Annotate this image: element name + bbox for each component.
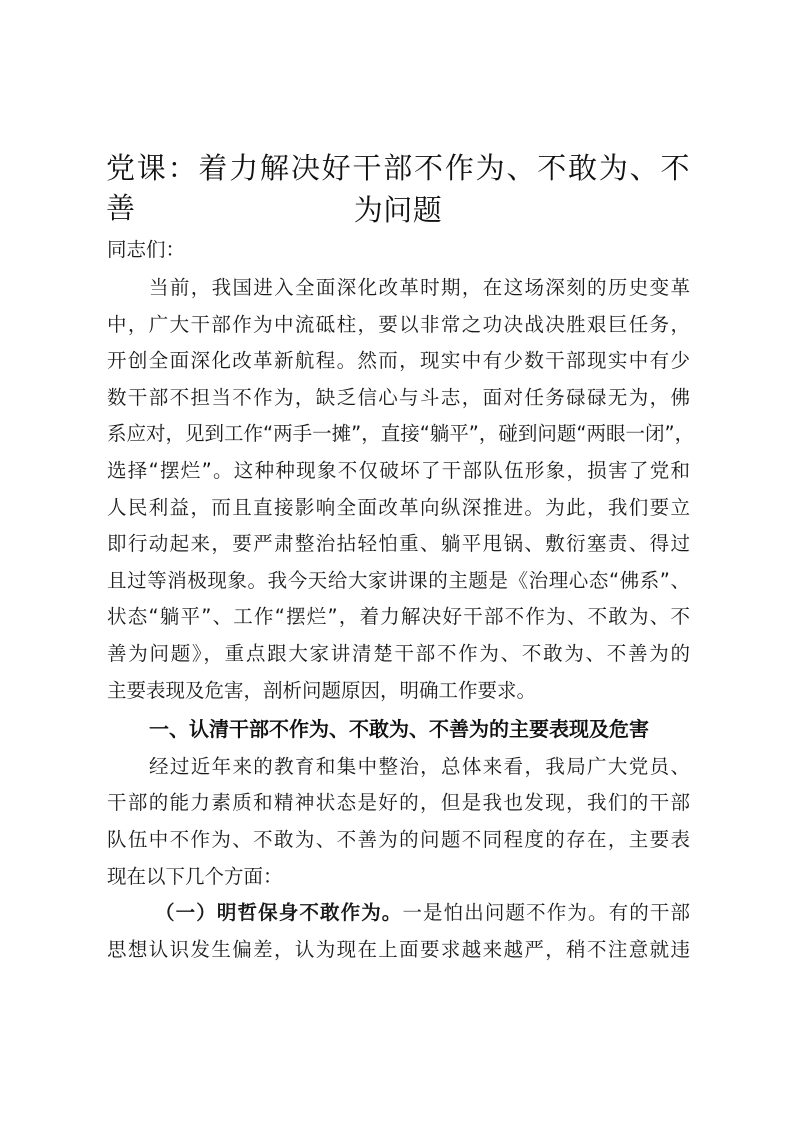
paragraph-line: 数干部不担当不作为，缺乏信心与斗志，面对任务碌碌无为，佛 — [107, 386, 690, 409]
salutation: 同志们： — [107, 238, 186, 261]
paragraph-line: 选择“摆烂”。这种种现象不仅破坏了干部队伍形象，损害了党和 — [107, 459, 690, 482]
paragraph-line: 系应对，见到工作“两手一摊”，直接“躺平”，碰到问题“两眼一闭”， — [107, 422, 695, 445]
paragraph-line: 当前，我国进入全面深化改革时期，在这场深刻的历史变革 — [149, 276, 690, 299]
document-title-line-1: 党课：着力解决好干部不作为、不敢为、不善 — [106, 151, 690, 225]
paragraph-line: 现在以下几个方面： — [107, 865, 283, 888]
paragraph-line: 队伍中不作为、不敢为、不善为的问题不同程度的存在，主要表 — [107, 828, 690, 851]
paragraph-line: 经过近年来的教育和集中整治，总体来看，我局广大党员、 — [149, 755, 690, 778]
paragraph-line: 主要表现及危害，剖析问题原因，明确工作要求。 — [107, 679, 537, 702]
paragraph-line: 开创全面深化改革新航程。然而，现实中有少数干部现实中有少 — [107, 349, 690, 372]
subsection-1-lead: （一）明哲保身不敢作为。 — [155, 901, 403, 924]
paragraph-line: 人民利益，而且直接影响全面改革向纵深推进。为此，我们要立 — [107, 496, 690, 519]
paragraph-line: 且过等消极现象。我今天给大家讲课的主题是《治理心态“佛系”、 — [107, 569, 690, 592]
paragraph-line: 善为问题》，重点跟大家讲清楚干部不作为、不敢为、不善为的 — [107, 642, 690, 665]
subsection-1-line-1 — [107, 898, 690, 928]
subsection-1-text: 一是怕出问题不作为。有的干部 — [402, 901, 690, 924]
paragraph-line: 中，广大干部作为中流砥柱，要以非常之功决战决胜艰巨任务， — [107, 313, 690, 336]
paragraph-line: 干部的能力素质和精神状态是好的，但是我也发现，我们的干部 — [107, 791, 690, 814]
section-heading-1: 一、认清干部不作为、不敢为、不善为的主要表现及危害 — [149, 717, 649, 741]
paragraph-line: 状态“躺平”、工作“摆烂”，着力解决好干部不作为、不敢为、不 — [107, 605, 690, 628]
document-title-line-2: 为问题 — [353, 193, 443, 227]
paragraph-line: 思想认识发生偏差，认为现在上面要求越来越严，稍不注意就违 — [107, 938, 690, 961]
paragraph-line: 即行动起来，要严肃整治拈轻怕重、躺平甩锅、敷衍塞责、得过 — [107, 532, 690, 555]
